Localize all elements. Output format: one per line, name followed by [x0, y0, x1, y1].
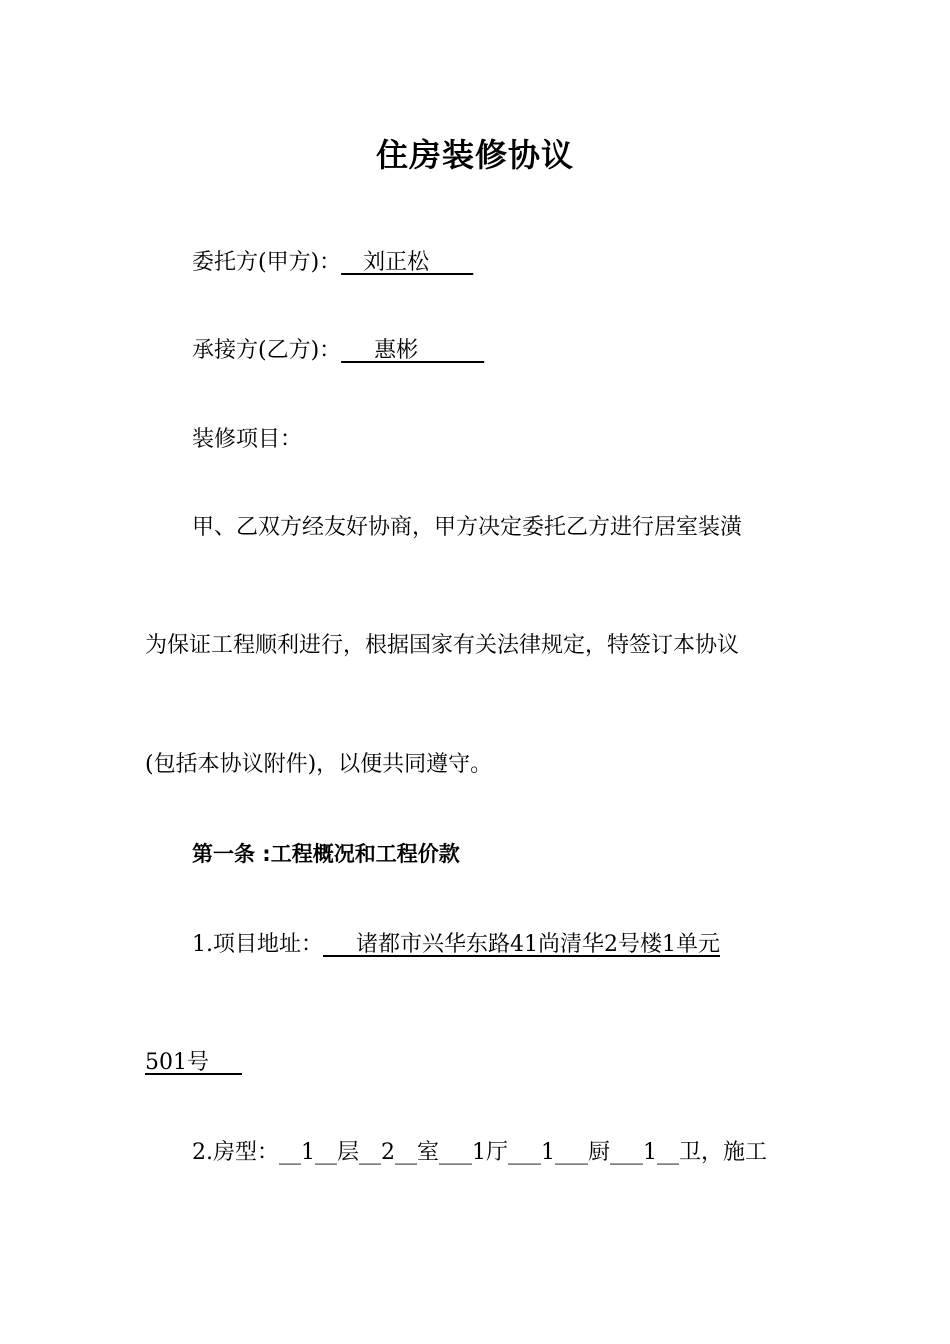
party-b-value: ___惠彬______: [341, 338, 485, 363]
room-type-label: 2.房型：: [192, 1140, 279, 1165]
party-a-value: __刘正松____: [341, 250, 474, 275]
party-a-label: 委托方(甲方)：: [192, 250, 342, 275]
intro-line-2: 为保证工程顺利进行，根据国家有关法律规定，特签订本协议: [145, 633, 740, 658]
page-title: 住房装修协议: [375, 136, 574, 174]
intro-line-3: (包括本协议附件)，以便共同遵守。: [145, 752, 493, 777]
party-a-row: [192, 245, 473, 276]
address-value-line-2: 501号___: [145, 1050, 242, 1075]
address-value-line-1: ___诸都市兴华东路41尚清华2号楼1单元: [323, 932, 720, 957]
article-1-heading: 第一条 :工程概况和工程价款: [192, 842, 460, 866]
room-type-value: __1__层__2__室___1厅___1___厨___1__卫，施工: [279, 1140, 767, 1165]
project-label: 装修项目：: [192, 427, 303, 452]
room-type-row: [192, 1135, 767, 1166]
address-label: 1.项目地址：: [192, 932, 323, 957]
address-row: [192, 927, 720, 958]
party-b-row: [192, 333, 484, 364]
intro-line-1: 甲、乙双方经友好协商，甲方决定委托乙方进行居室装潢: [192, 515, 743, 540]
party-b-label: 承接方(乙方)：: [192, 338, 342, 363]
